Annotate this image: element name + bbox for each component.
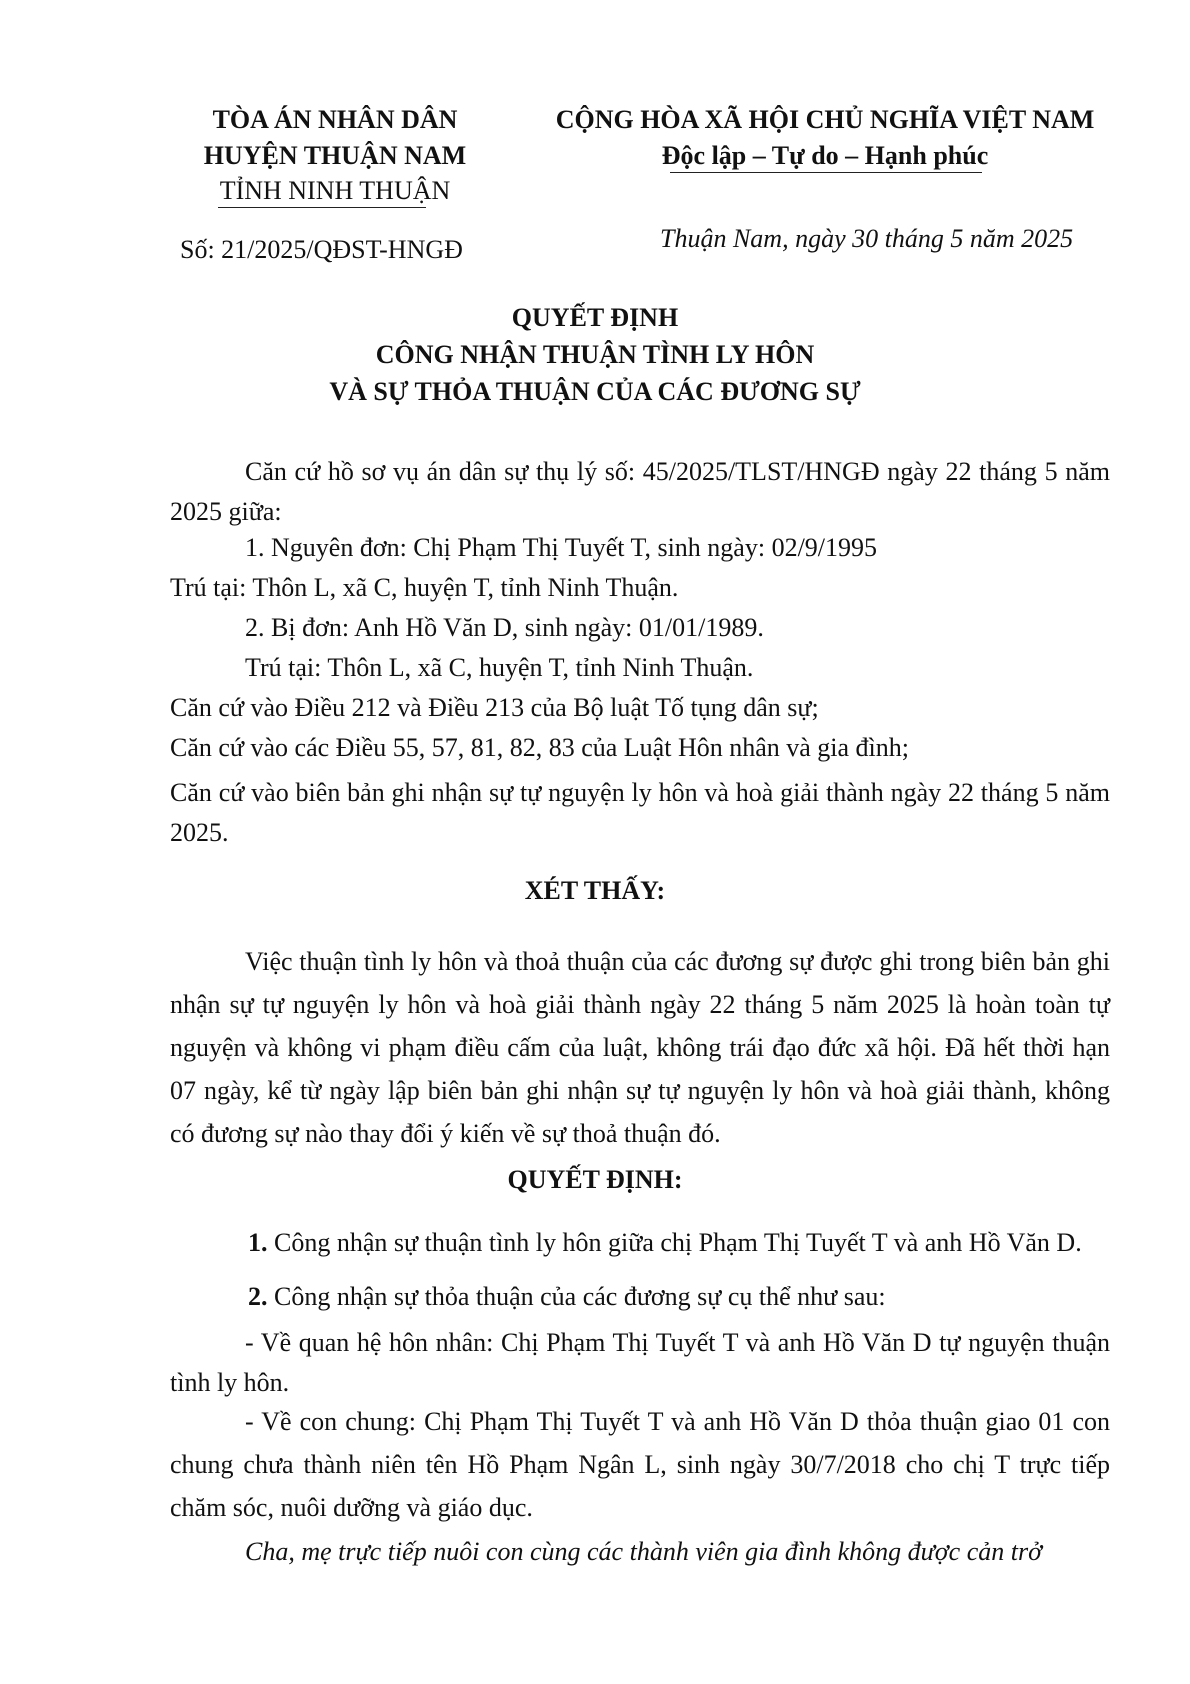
defendant-info: 2. Bị đơn: Anh Hồ Văn D, sinh ngày: 01/01/1989. [245,613,764,642]
decision-item-2 [248,1282,886,1312]
basis-case-record: Căn cứ hồ sơ vụ án dân sự thụ lý số: 45/2025/TLST/HNGĐ ngày 22 tháng 5 năm 2025 giữa: [170,457,1110,526]
doc-title-line2: CÔNG NHẬN THUẬN TÌNH LY HÔN [375,340,815,369]
court-name: TÒA ÁN NHÂN DÂN [212,105,458,134]
doc-title-line3: VÀ SỰ THỎA THUẬN CỦA CÁC ĐƯƠNG SỰ [329,377,861,406]
issue-date: Thuận Nam, ngày 30 tháng 5 năm 2025 [660,224,1074,253]
decision-item-1-text: Công nhận sự thuận tình ly hôn giữa chị Phạm Thị Tuyết T và anh Hồ Văn D. [274,1228,1082,1257]
plaintiff-info: 1. Nguyên đơn: Chị Phạm Thị Tuyết T, sinh ngày: 02/9/1995 [245,533,878,562]
left-header-underline [218,207,426,208]
decision-item-1-number: 1. [248,1228,268,1257]
findings-text: Việc thuận tình ly hôn và thoả thuận của các đương sự được ghi trong biên bản ghi nhận sự tự nguyện ly hôn và hoà giải thành ngày 22 tháng 5 năm 2025 là hoàn toàn tự nguyện và không vi phạm điều cấm của luật, không trái đạo đức xã hội. Đã hết thời hạn 07 ngày, kể từ ngày lập biên bản ghi nhận sự tự nguyện ly hôn và hoà giải thành, không có đương sự nào thay đổi ý kiến về sự thoả thuận đó. [170,947,1110,1148]
motto-underline [670,172,982,173]
decision-item-2-number: 2. [248,1282,268,1311]
legal-basis-1: Căn cứ vào Điều 212 và Điều 213 của Bộ luật Tố tụng dân sự; [170,693,819,722]
doc-title: QUYẾT ĐỊNH [511,303,679,332]
decision-heading: QUYẾT ĐỊNH: [507,1165,683,1194]
court-province: TỈNH NINH THUẬN [219,176,451,205]
plaintiff-address: Trú tại: Thôn L, xã C, huyện T, tỉnh Ninh Thuận. [170,573,679,602]
custody-note: Cha, mẹ trực tiếp nuôi con cùng các thành viên gia đình không được cản trở [245,1537,1042,1566]
national-motto: Độc lập – Tự do – Hạnh phúc [661,141,989,170]
findings-heading: XÉT THẤY: [524,876,666,905]
national-title: CỘNG HÒA XÃ HỘI CHỦ NGHĨA VIỆT NAM [555,105,1095,134]
decision-number: Số: 21/2025/QĐST-HNGĐ [180,235,463,264]
court-district: HUYỆN THUẬN NAM [203,141,467,170]
legal-basis-3: Căn cứ vào biên bản ghi nhận sự tự nguyện ly hôn và hoà giải thành ngày 22 tháng 5 năm 2025. [170,778,1110,847]
child-agreement: - Về con chung: Chị Phạm Thị Tuyết T và anh Hồ Văn D thỏa thuận giao 01 con chung chưa thành niên tên Hồ Phạm Ngân L, sinh ngày 30/7/2018 cho chị T trực tiếp chăm sóc, nuôi dưỡng và giáo dục. [170,1407,1110,1522]
legal-basis-2: Căn cứ vào các Điều 55, 57, 81, 82, 83 của Luật Hôn nhân và gia đình; [170,733,910,762]
defendant-address: Trú tại: Thôn L, xã C, huyện T, tỉnh Ninh Thuận. [245,653,754,682]
decision-item-1 [248,1228,1082,1258]
decision-item-2-text: Công nhận sự thỏa thuận của các đương sự cụ thể như sau: [274,1282,886,1311]
marriage-agreement: - Về quan hệ hôn nhân: Chị Phạm Thị Tuyết T và anh Hồ Văn D tự nguyện thuận tình ly hôn. [170,1328,1110,1397]
